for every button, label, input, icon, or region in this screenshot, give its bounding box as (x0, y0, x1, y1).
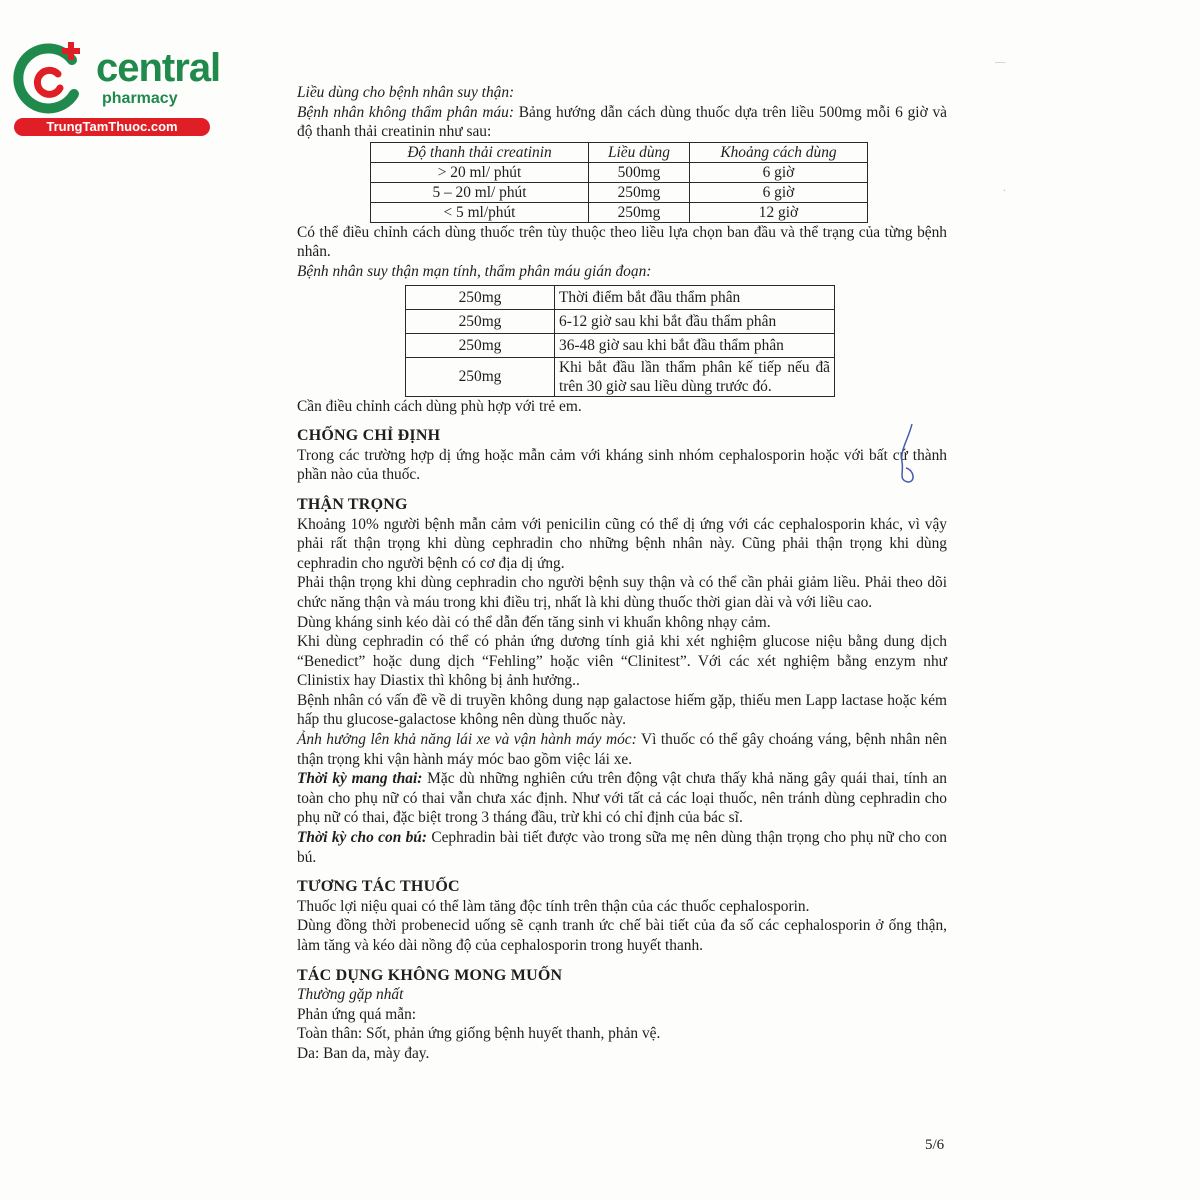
table-cell: 250mg (588, 182, 689, 202)
table-row (406, 309, 835, 333)
table-cell: 6 giờ (689, 162, 867, 182)
breastfeeding-label: Thời kỳ cho con bú: (297, 829, 427, 847)
no-dialysis-label: Bệnh nhân không thẩm phân máu: (297, 103, 515, 121)
dialysis-dosage-table (405, 285, 835, 397)
renal-dosage-title: Liều dùng cho bệnh nhân suy thận: (297, 84, 515, 101)
table-cell: 36-48 giờ sau khi bắt đầu thẩm phân (555, 333, 835, 357)
adjust-paragraph: Có thể điều chỉnh cách dùng thuốc trên tùy thuộc theo liều lựa chọn ban đầu và thể trạng của từng bệnh nhân. (297, 223, 947, 261)
table-header-row (371, 142, 868, 162)
table-cell: 250mg (588, 202, 689, 222)
chronic-dialysis-title: Bệnh nhân suy thận mạn tính, thẩm phân máu gián đoạn: (297, 262, 652, 280)
table-header-cell: Liều dùng (588, 142, 689, 162)
table-row (406, 357, 835, 396)
table-cell: 250mg (406, 357, 555, 396)
breastfeeding-text: Cephradin bài tiết được vào trong sữa mẹ nên dùng thận trọng cho phụ nữ cho con bú. (297, 829, 947, 866)
document-page (297, 83, 947, 1064)
pharmacy-cross-icon (10, 38, 90, 118)
caution-heading: THẬN TRỌNG (297, 495, 408, 513)
caution-paragraph: Khi dùng cephradin có thể có phản ứng dương tính giả khi xét nghiệm glucose niệu bằng dung dịch “Benedict” hoặc dung dịch “Fehling” hoặc viên “Clinitest”. Với các xét nghiệm bằng enzym như Clinistix hay Diastix thì không bị ảnh hưởng.. (297, 633, 947, 690)
central-pharmacy-logo[interactable] (10, 38, 221, 138)
driving-label: Ảnh hưởng lên khả năng lái xe và vận hành máy móc: (297, 731, 637, 749)
table-header-cell: Độ thanh thải creatinin (371, 142, 589, 162)
adverse-effects-heading: TÁC DỤNG KHÔNG MONG MUỐN (297, 966, 563, 984)
driving-text: Vì thuốc có thể gây choáng váng, bệnh nhân nên thận trọng khi vận hành máy móc bao gồm việc lái xe. (297, 731, 947, 768)
table-cell: < 5 ml/phút (371, 202, 589, 222)
contraindication-heading: CHỐNG CHỈ ĐỊNH (297, 427, 441, 445)
table-cell: 250mg (406, 333, 555, 357)
table-cell: > 20 ml/ phút (371, 162, 589, 182)
table-row (371, 182, 868, 202)
no-dialysis-text: Bảng hướng dẫn cách dùng thuốc dựa trên liều 500mg mỗi 6 giờ và độ thanh thải creatinin như sau: (297, 103, 947, 141)
table-cell: Thời điểm bắt đầu thẩm phân (555, 285, 835, 309)
table-cell: 12 giờ (689, 202, 867, 222)
table-cell: Khi bắt đầu lần thẩm phân kế tiếp nếu đã trên 30 giờ sau liều dùng trước đó. (555, 357, 835, 396)
caution-paragraph: Phải thận trọng khi dùng cephradin cho người bệnh suy thận và có thể cần phải giảm liều. Phải theo dõi chức năng thận và máu trong khi điều trị, nhất là khi dùng thuốc thời gian dài và với liều cao. (297, 574, 947, 611)
website-banner[interactable]: TrungTamThuoc.com (14, 118, 210, 136)
table-cell: 5 – 20 ml/ phút (371, 182, 589, 202)
adverse-skin-line: Da: Ban da, mày đay. (297, 1044, 430, 1062)
caution-paragraph: Khoảng 10% người bệnh mẫn cảm với penicilin cũng có thể dị ứng với các cephalosporin khác, vì vậy phải rất thận trọng khi dùng cephradin cho những bệnh nhân này. Cũng phải thận trọng khi dùng cephradin cho người bệnh có cơ địa dị ứng. (297, 515, 947, 572)
pregnancy-text: Mặc dù những nghiên cứu trên động vật chưa thấy khả năng gây quái thai, tính an toàn cho phụ nữ có thai vẫn chưa xác định. Như với tất cả các loại thuốc, nên tránh dùng cephradin cho phụ nữ có thai, đặc biệt trong 3 tháng đầu, trừ khi có chỉ định của bác sĩ. (297, 770, 947, 827)
table-row (371, 162, 868, 182)
table-header-cell: Khoảng cách dùng (689, 142, 867, 162)
creatinine-dosage-table (370, 142, 868, 223)
adverse-common-label: Thường gặp nhất (297, 986, 404, 1004)
no-dialysis-paragraph (297, 103, 947, 142)
interaction-heading: TƯƠNG TÁC THUỐC (297, 878, 460, 896)
pregnancy-paragraph (297, 769, 947, 828)
table-cell: 6 giờ (689, 182, 867, 202)
table-cell: 250mg (406, 309, 555, 333)
brand-subtitle: pharmacy (102, 90, 178, 107)
interaction-paragraph: Thuốc lợi niệu quai có thể làm tăng độc tính trên thận của các thuốc cephalosporin. (297, 897, 810, 915)
table-cell: 6-12 giờ sau khi bắt đầu thẩm phân (555, 309, 835, 333)
breastfeeding-paragraph (297, 828, 947, 867)
children-paragraph: Cần điều chỉnh cách dùng phù hợp với trẻ em. (297, 397, 582, 415)
caution-paragraph: Dùng kháng sinh kéo dài có thể dẫn đến tăng sinh vi khuẩn không nhạy cảm. (297, 613, 771, 631)
table-row (406, 333, 835, 357)
table-row (371, 202, 868, 222)
caution-paragraph: Bệnh nhân có vấn đề về di truyền không dung nạp galactose hiếm gặp, thiếu men Lapp lactase hoặc kém hấp thu glucose-galactose không nên dùng thuốc này. (297, 691, 947, 729)
handwritten-mark-icon (890, 420, 930, 490)
contraindication-paragraph: Trong các trường hợp dị ứng hoặc mẫn cảm với kháng sinh nhóm cephalosporin hoặc với bất cứ thành phần nào của thuốc. (297, 446, 947, 484)
table-cell: 250mg (406, 285, 555, 309)
table-cell: 500mg (588, 162, 689, 182)
margin-stamp: | (994, 61, 1009, 64)
table-row (406, 285, 835, 309)
page-number: 5/6 (925, 1137, 945, 1153)
pregnancy-label: Thời kỳ mang thai: (297, 770, 423, 788)
margin-stamp: . (1003, 180, 1006, 194)
driving-paragraph (297, 730, 947, 769)
adverse-systemic-line: Toàn thân: Sốt, phản ứng giống bệnh huyết thanh, phản vệ. (297, 1025, 661, 1043)
brand-name: central (96, 46, 221, 90)
adverse-allergy-line: Phản ứng quá mẫn: (297, 1005, 417, 1023)
interaction-paragraph: Dùng đồng thời probenecid uống sẽ cạnh tranh ức chế bài tiết của đa số các cephalosporin ở ống thận, làm tăng và kéo dài nồng độ của cephalosporin trong huyết thanh. (297, 917, 947, 954)
